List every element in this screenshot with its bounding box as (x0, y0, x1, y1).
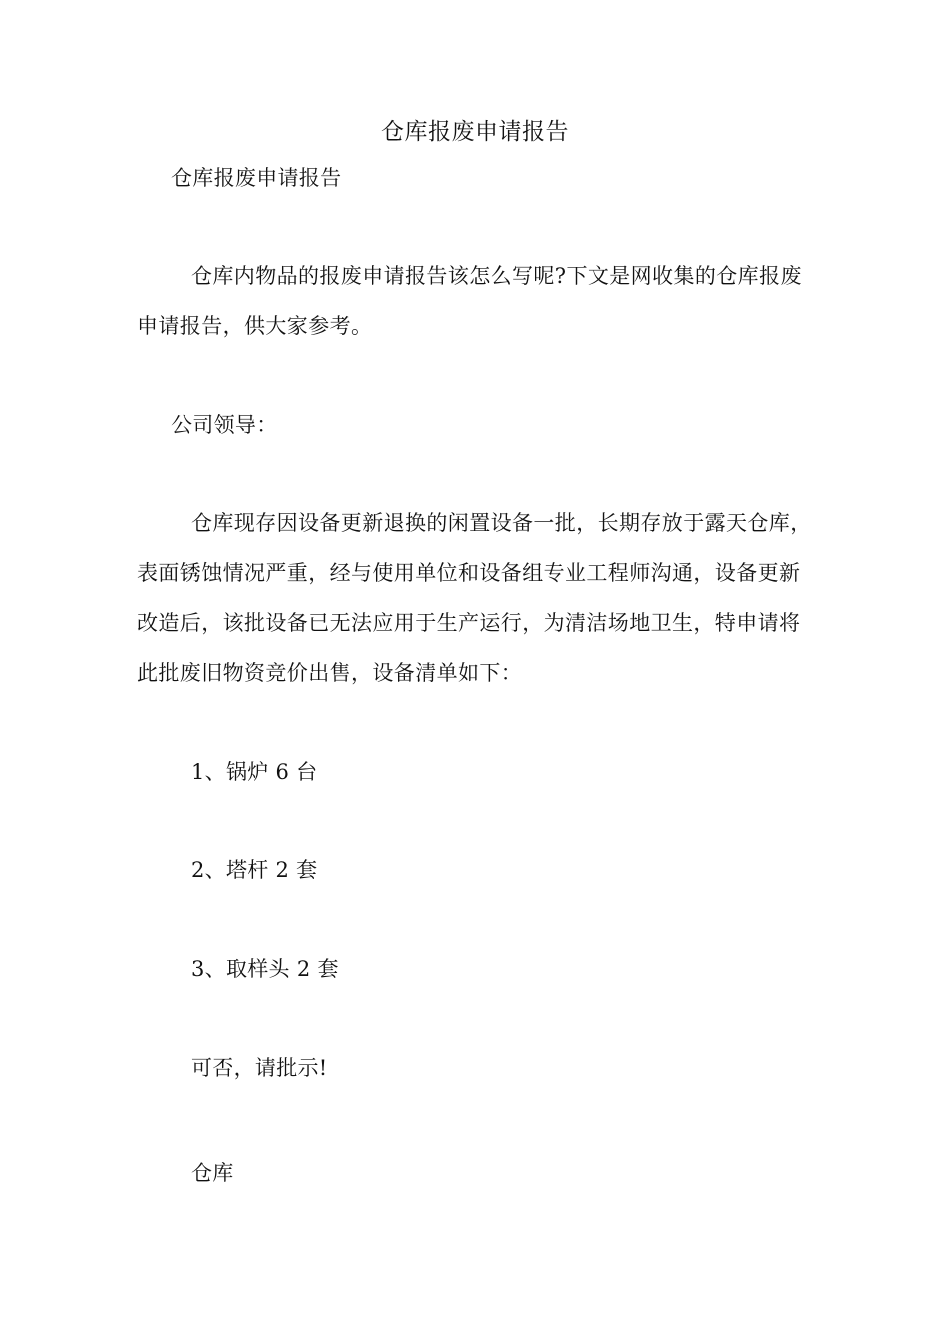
intro-paragraph: 仓库内物品的报废申请报告该怎么写呢?下文是网收集的仓库报废申请报告，供大家参考。 (137, 264, 802, 338)
list-item: 3、取样头 2 套 (191, 957, 339, 981)
document-title: 仓库报废申请报告 (381, 119, 569, 145)
document-subtitle: 仓库报废申请报告 (171, 166, 342, 190)
signature: 仓库 (191, 1161, 234, 1185)
list-item: 1、锅炉 6 台 (191, 760, 318, 784)
body-paragraph: 仓库现存因设备更新退换的闲置设备一批，长期存放于露天仓库，表面锈蚀情况严重，经与使用单位和设备组专业工程师沟通，设备更新改造后，该批设备已无法应用于生产运行，为清洁场地卫生，特申请将此批废旧物资竞价出售，设备清单如下： (137, 511, 812, 685)
list-item: 2、塔杆 2 套 (191, 858, 318, 882)
salutation: 公司领导： (171, 413, 278, 437)
closing-line: 可否，请批示! (191, 1056, 328, 1080)
